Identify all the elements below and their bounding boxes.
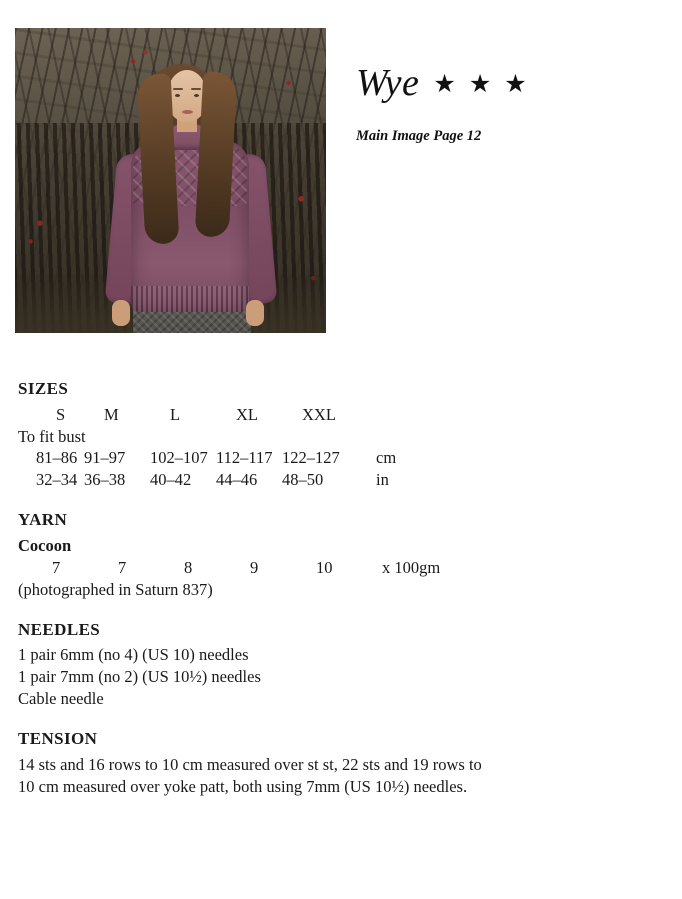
size-label: XL <box>236 404 258 424</box>
star-icon: ★ <box>468 70 492 98</box>
bust-in-value: 32–34 <box>36 470 78 490</box>
yarn-ball-unit: x 100gm <box>382 557 441 577</box>
bust-cm-value: 112–117 <box>216 448 273 468</box>
page-reference: Main Image Page 12 <box>356 128 482 144</box>
yarn-ball-count: 7 <box>52 557 61 577</box>
needles-section <box>18 619 658 710</box>
size-label: S <box>56 404 66 424</box>
difficulty-rating <box>433 72 526 97</box>
header-area <box>0 0 682 360</box>
yarn-ball-count: 7 <box>118 557 127 577</box>
bust-cm-value: 91–97 <box>84 448 126 468</box>
tension-heading: TENSION <box>18 729 98 749</box>
bust-cm-value: 81–86 <box>36 448 78 468</box>
yarn-ball-count: 8 <box>184 557 193 577</box>
yarn-name: Cocoon <box>18 535 72 555</box>
pattern-title: Wye <box>356 62 420 104</box>
to-fit-bust-label: To fit bust <box>18 426 86 446</box>
bust-in-value: 40–42 <box>150 470 192 490</box>
model-right-eyebrow <box>191 88 201 90</box>
needles-line: Cable needle <box>18 689 104 709</box>
bust-in-unit: in <box>376 470 389 490</box>
model-left-eye <box>175 94 180 97</box>
main-photograph <box>15 28 326 333</box>
bust-in-value: 44–46 <box>216 470 258 490</box>
bust-cm-unit: cm <box>376 448 397 468</box>
title-block <box>356 64 656 145</box>
bust-cm-value: 102–107 <box>150 448 208 468</box>
tension-line: 14 sts and 16 rows to 10 cm measured over st st, 22 sts and 19 rows to <box>18 754 482 774</box>
model-right-hand <box>246 300 264 326</box>
title-row <box>356 64 656 102</box>
bust-in-value: 48–50 <box>282 470 324 490</box>
yarn-shade-note: (photographed in Saturn 837) <box>18 579 213 599</box>
yarn-ball-count: 10 <box>316 557 333 577</box>
needles-line: 1 pair 6mm (no 4) (US 10) needles <box>18 645 249 665</box>
photo-canvas <box>15 28 326 333</box>
tension-body <box>18 754 658 798</box>
size-label: XXL <box>302 404 336 424</box>
size-header-row <box>56 404 658 426</box>
sizes-heading: SIZES <box>18 379 69 398</box>
bust-in-row <box>36 469 658 491</box>
sizes-section <box>18 378 658 491</box>
size-label: M <box>104 404 119 424</box>
model-mouth <box>182 110 193 114</box>
yarn-section <box>18 509 658 600</box>
model-left-hand <box>112 300 130 326</box>
star-icon: ★ <box>433 70 456 98</box>
yarn-quantity-row <box>52 557 658 579</box>
bust-cm-row <box>36 447 658 469</box>
bust-cm-value: 122–127 <box>282 448 340 468</box>
size-label-spacer <box>368 404 448 426</box>
yarn-heading: YARN <box>18 510 68 530</box>
pattern-details <box>18 378 658 816</box>
needles-heading: NEEDLES <box>18 619 101 639</box>
tension-section <box>18 728 658 797</box>
size-label: L <box>170 404 181 424</box>
sweater-rib-hem <box>131 286 249 312</box>
tension-line: 10 cm measured over yoke patt, both using 7mm (US 10½) needles. <box>18 776 468 796</box>
yarn-ball-count: 9 <box>250 557 259 577</box>
star-icon: ★ <box>504 70 527 98</box>
bust-in-value: 36–38 <box>84 470 126 490</box>
model-left-eyebrow <box>173 88 183 90</box>
model-right-eye <box>194 94 199 97</box>
needles-line: 1 pair 7mm (no 2) (US 10½) needles <box>18 667 261 687</box>
